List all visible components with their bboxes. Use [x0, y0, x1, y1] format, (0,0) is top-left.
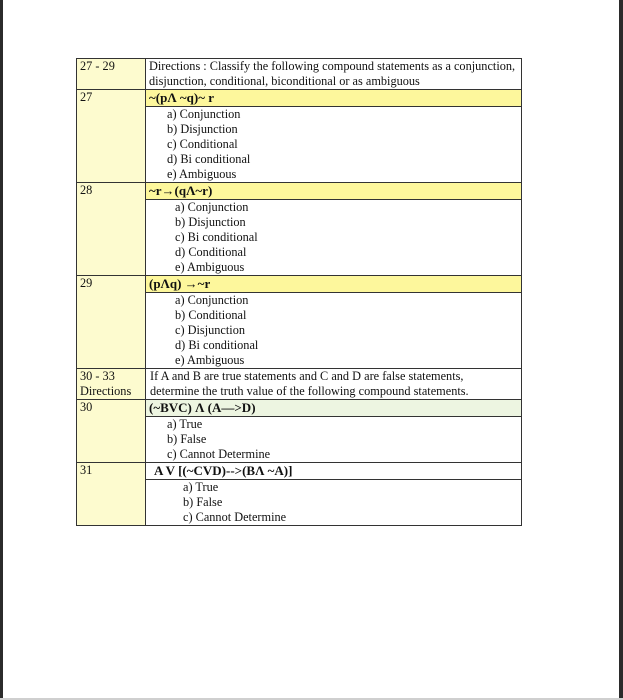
question-row: [77, 276, 522, 293]
section-range: 30 - 33: [80, 369, 115, 383]
option: a) True: [167, 417, 203, 431]
section-range: 27 - 29: [80, 59, 115, 73]
directions-cell: [146, 369, 522, 400]
option: a) Conjunction: [175, 200, 249, 214]
options-cell: [146, 200, 522, 276]
options-cell: [146, 417, 522, 463]
question-number-cell: [77, 463, 146, 526]
options-cell: [146, 107, 522, 183]
question-row: [77, 463, 522, 480]
formula: ~(pΛ ~q)~ r: [149, 90, 214, 105]
section-directions-row: [77, 59, 522, 90]
question-row: [77, 400, 522, 417]
question-number-cell: [77, 400, 146, 463]
formula-cell: [146, 463, 522, 480]
option: a) True: [183, 480, 219, 494]
option: b) Disjunction: [175, 215, 246, 229]
page-frame-left: [0, 0, 3, 700]
option: c) Bi conditional: [175, 230, 258, 244]
options-cell: [146, 480, 522, 526]
formula-cell: [146, 90, 522, 107]
question-number: 31: [80, 463, 93, 477]
page-frame-right: [619, 0, 623, 700]
question-number: 27: [80, 90, 93, 104]
option: b) False: [167, 432, 207, 446]
option: e) Ambiguous: [175, 353, 245, 367]
question-row: [77, 90, 522, 107]
option: c) Conditional: [167, 137, 238, 151]
formula: A V [(~CVD)-->(BΛ ~A)]: [154, 463, 293, 478]
option: e) Ambiguous: [175, 260, 245, 274]
formula: ~r→(qΛ~r): [149, 183, 213, 198]
option: c) Cannot Determine: [167, 447, 271, 461]
option: a) Conjunction: [167, 107, 241, 121]
option: b) Disjunction: [167, 122, 238, 136]
quiz-table: [76, 58, 522, 526]
formula-cell: [146, 276, 522, 293]
options-cell: [146, 293, 522, 369]
option: c) Disjunction: [175, 323, 246, 337]
section-range-cell: [77, 369, 146, 400]
formula: (pΛq) →~r: [149, 276, 211, 291]
section-range-cell: [77, 59, 146, 90]
option: c) Cannot Determine: [183, 510, 287, 524]
option: b) False: [183, 495, 223, 509]
option: a) Conjunction: [175, 293, 249, 307]
directions-cell: [146, 59, 522, 90]
question-row: [77, 183, 522, 200]
question-number: 30: [80, 400, 93, 414]
question-number-cell: [77, 90, 146, 183]
section-label: Directions: [80, 384, 132, 398]
option: b) Conditional: [175, 308, 247, 322]
directions-text-line: If A and B are true statements and C and D are false statements,: [150, 369, 464, 383]
formula: (~BVC) Λ (A—>D): [149, 400, 256, 415]
question-number: 29: [80, 276, 93, 290]
option: d) Bi conditional: [167, 152, 251, 166]
directions-text-line: determine the truth value of the following compound statements.: [150, 384, 469, 398]
formula-cell: [146, 400, 522, 417]
option: e) Ambiguous: [167, 167, 237, 181]
section-directions-row: [77, 369, 522, 400]
question-number-cell: [77, 183, 146, 276]
option: d) Bi conditional: [175, 338, 259, 352]
option: d) Conditional: [175, 245, 247, 259]
directions-text: Directions : Classify the following compound statements as a conjunction, disjunction, conditional, biconditional or as ambiguous: [149, 59, 516, 88]
question-number: 28: [80, 183, 93, 197]
formula-cell: [146, 183, 522, 200]
question-number-cell: [77, 276, 146, 369]
